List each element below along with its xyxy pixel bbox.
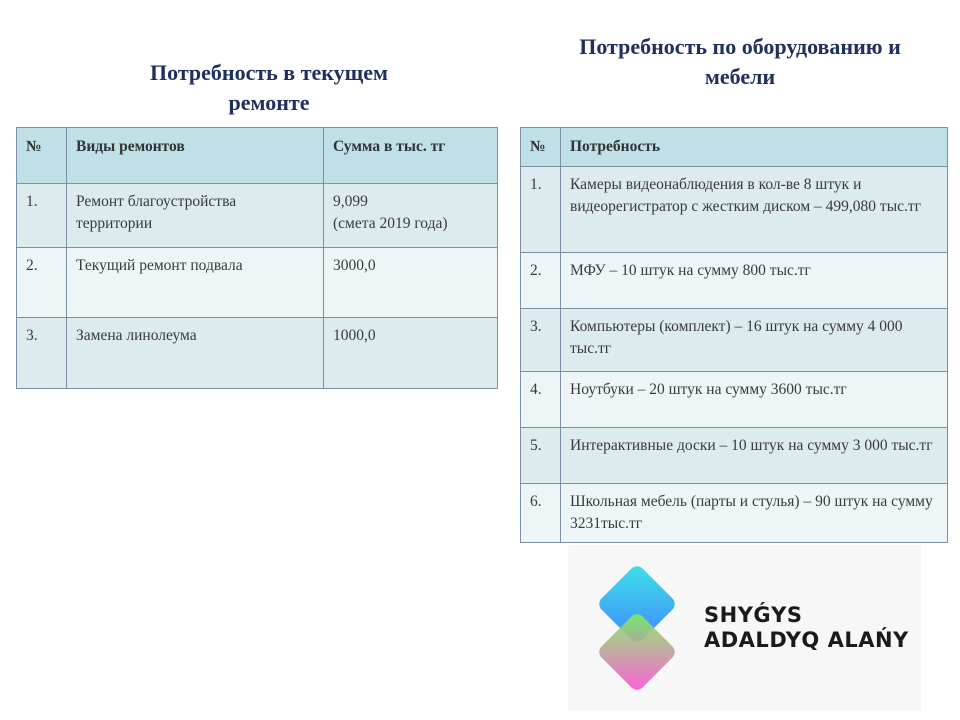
need-cell: Интерактивные доски – 10 штук на сумму 3 000 тыс.тг [561,428,948,484]
sum-cell: 1000,0 [324,318,498,389]
repair-type-cell: Текущий ремонт подвала [67,248,324,318]
logo-diamond-icon [568,545,698,710]
table-row [17,184,498,248]
repair-needs-table [16,127,498,389]
row-number: 2. [521,253,561,309]
need-cell: МФУ – 10 штук на сумму 800 тыс.тг [561,253,948,309]
column-header-sum: Сумма в тыс. тг [324,128,498,184]
logo-wordmark: SHYǴYS ADALDYQ ALAŃY [704,603,909,652]
table-row [521,253,948,309]
need-cell: Компьютеры (комплект) – 16 штук на сумму 4 000 тыс.тг [561,309,948,372]
equipment-needs-table [520,127,948,543]
table-row [521,428,948,484]
table-header-row [521,128,948,167]
table-row [17,318,498,389]
repair-type-cell: Ремонт благоустройства территории [67,184,324,248]
column-header-repair-type: Виды ремонтов [67,128,324,184]
need-cell: Школьная мебель (парты и стулья) – 90 штук на сумму 3231тыс.тг [561,484,948,543]
logo [568,545,921,710]
row-number: 6. [521,484,561,543]
repair-needs-heading: Потребность в текущем ремонте [150,60,388,115]
need-cell: Ноутбуки – 20 штук на сумму 3600 тыс.тг [561,372,948,428]
column-header-number: № [17,128,67,184]
row-number: 3. [521,309,561,372]
row-number: 3. [17,318,67,389]
table-row [521,309,948,372]
table-row [521,372,948,428]
table-header-row [17,128,498,184]
row-number: 1. [521,167,561,253]
column-header-number: № [521,128,561,167]
row-number: 1. [17,184,67,248]
need-cell: Камеры видеонаблюдения в кол-ве 8 штук и видеорегистратор с жестким диском – 499,080 тыс.тг [561,167,948,253]
table-row [521,167,948,253]
sum-cell: 3000,0 [324,248,498,318]
table-row [17,248,498,318]
equipment-needs-heading: Потребность по оборудованию и мебели [579,34,901,89]
table-row [521,484,948,543]
repair-type-cell: Замена линолеума [67,318,324,389]
row-number: 5. [521,428,561,484]
row-number: 2. [17,248,67,318]
column-header-need: Потребность [561,128,948,167]
sum-cell: 9,099 (смета 2019 года) [324,184,498,248]
row-number: 4. [521,372,561,428]
